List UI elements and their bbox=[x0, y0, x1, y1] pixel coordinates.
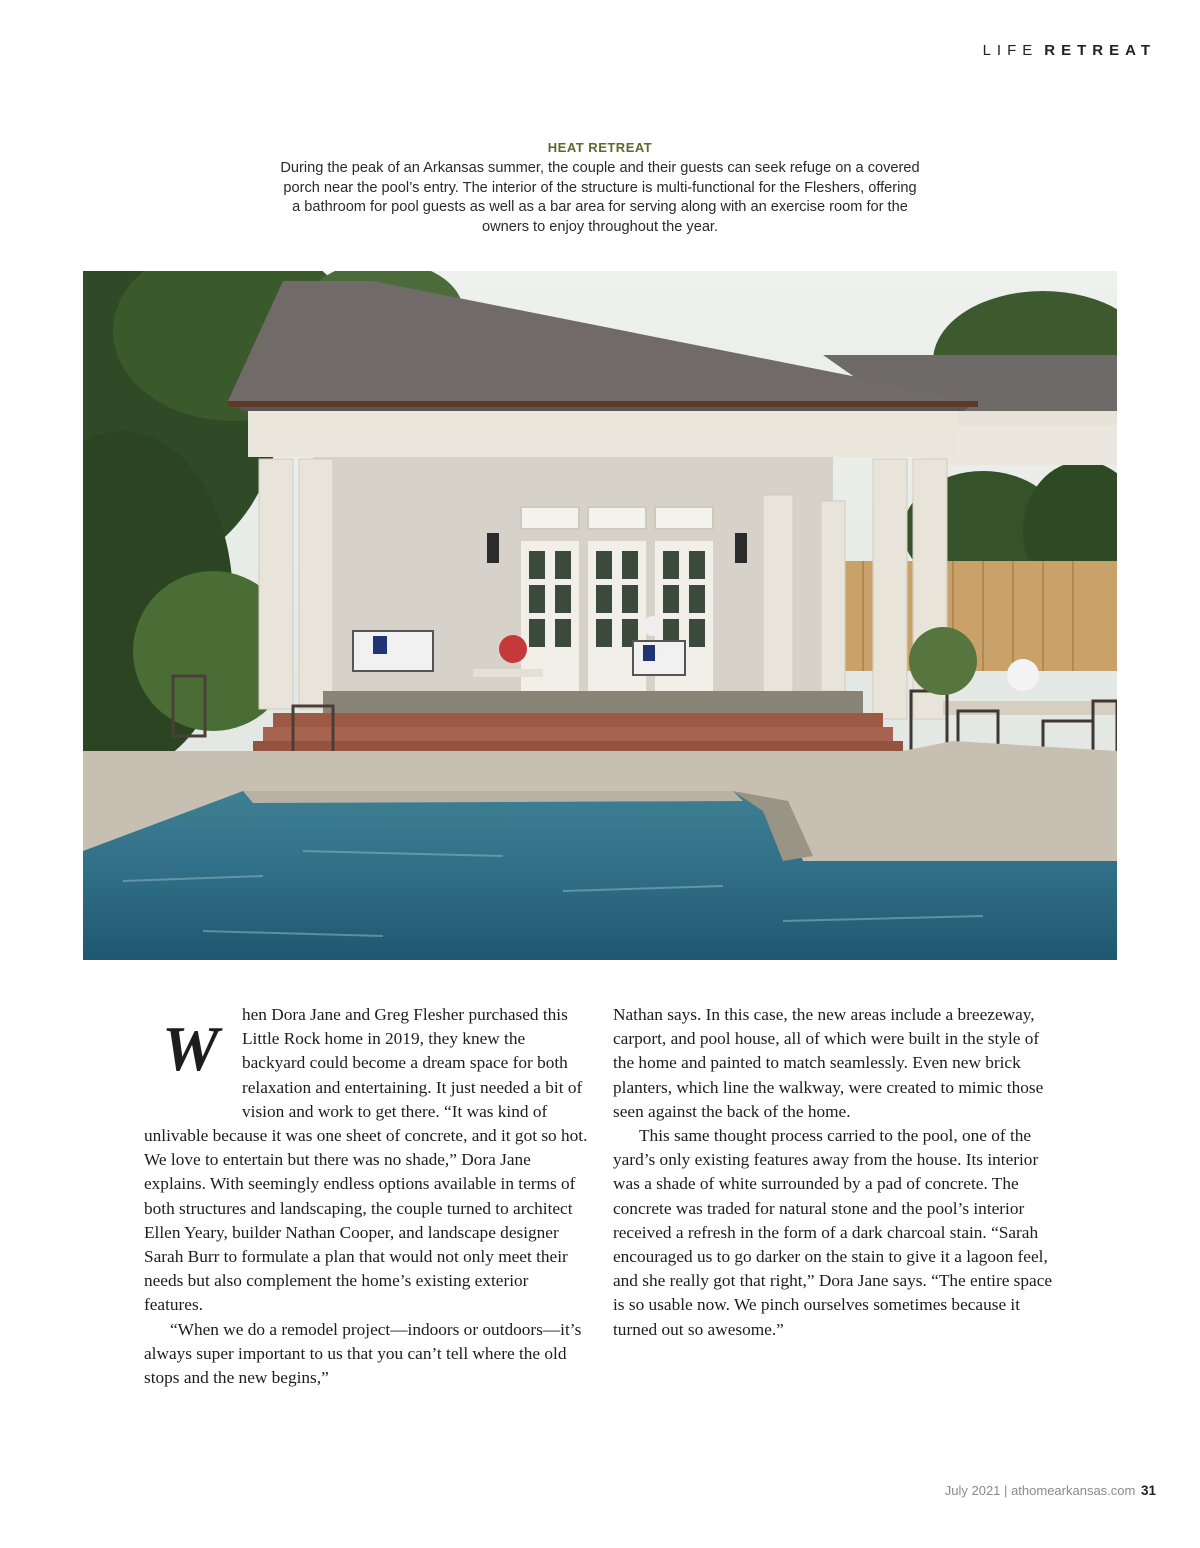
footer-separator: | bbox=[1004, 1483, 1008, 1498]
caption-text: During the peak of an Arkansas summer, the couple and their guests can seek refuge on a covered porch near the pool’s entry. The interior of the structure is multi-functional for the Fleshers, offering a bathroom for pool guests as well as a bar area for serving along with an exercise room for the owners to enjoy throughout the year. bbox=[280, 160, 920, 235]
pool-house-illustration bbox=[83, 271, 1117, 960]
pool-house-photo bbox=[83, 271, 1117, 960]
section-header bbox=[983, 42, 1156, 59]
photo-caption bbox=[280, 140, 920, 237]
article-paragraph: “When we do a remodel project—indoors or outdoors—it’s always super important to us that you can’t tell where the old stops and the new begins,” bbox=[144, 1319, 582, 1388]
section-title: RETREAT bbox=[1044, 42, 1156, 59]
article-paragraph: This same thought process carried to the pool, one of the yard’s only existing features away from the house. Its interior was a shade of white surrounded by a pad of concrete. The concrete was traded for natural stone and the pool’s interior received a refresh in the form of a dark charcoal stain. “Sarah encouraged us to go darker on the stain to give it a lagoon feel, and she really got that right,” Dora Jane says. “The entire space is so usable now. We pinch ourselves sometimes because it turned out so awesome.” bbox=[613, 1126, 1053, 1339]
article-column-2 bbox=[613, 1003, 1059, 1342]
article-column-1 bbox=[144, 1003, 590, 1390]
issue-date: July 2021 bbox=[944, 1483, 1001, 1498]
page-footer bbox=[945, 1483, 1156, 1498]
drop-cap: W bbox=[162, 1013, 219, 1084]
section-label: LIFE bbox=[982, 42, 1039, 59]
page-number: 31 bbox=[1140, 1483, 1156, 1498]
caption-title: HEAT RETREAT bbox=[547, 140, 653, 155]
article-paragraph: Nathan says. In this case, the new areas include a breezeway, carport, and pool house, all of which were built in the style of the home and painted to match seamlessly. Even new brick planters, which line the walkway, were created to mimic those seen against the back of the home. bbox=[613, 1005, 1044, 1121]
article-paragraph: hen Dora Jane and Greg Flesher purchased this Little Rock home in 2019, they knew the backyard could become a dream space for both relaxation and entertaining. It just needed a bit of vision and work to get there. “It was kind of unlivable because it was one sheet of concrete, and it got so hot. We love to entertain but there was no shade,” Dora Jane explains. With seemingly endless options available in terms of both structures and landscaping, the couple turned to architect Ellen Yeary, builder Nathan Cooper, and landscape designer Sarah Burr to formulate a plan that would not only meet their needs but also complement the home’s existing exterior features. bbox=[144, 1005, 588, 1315]
website-link[interactable]: athomearkansas.com bbox=[1011, 1483, 1136, 1498]
